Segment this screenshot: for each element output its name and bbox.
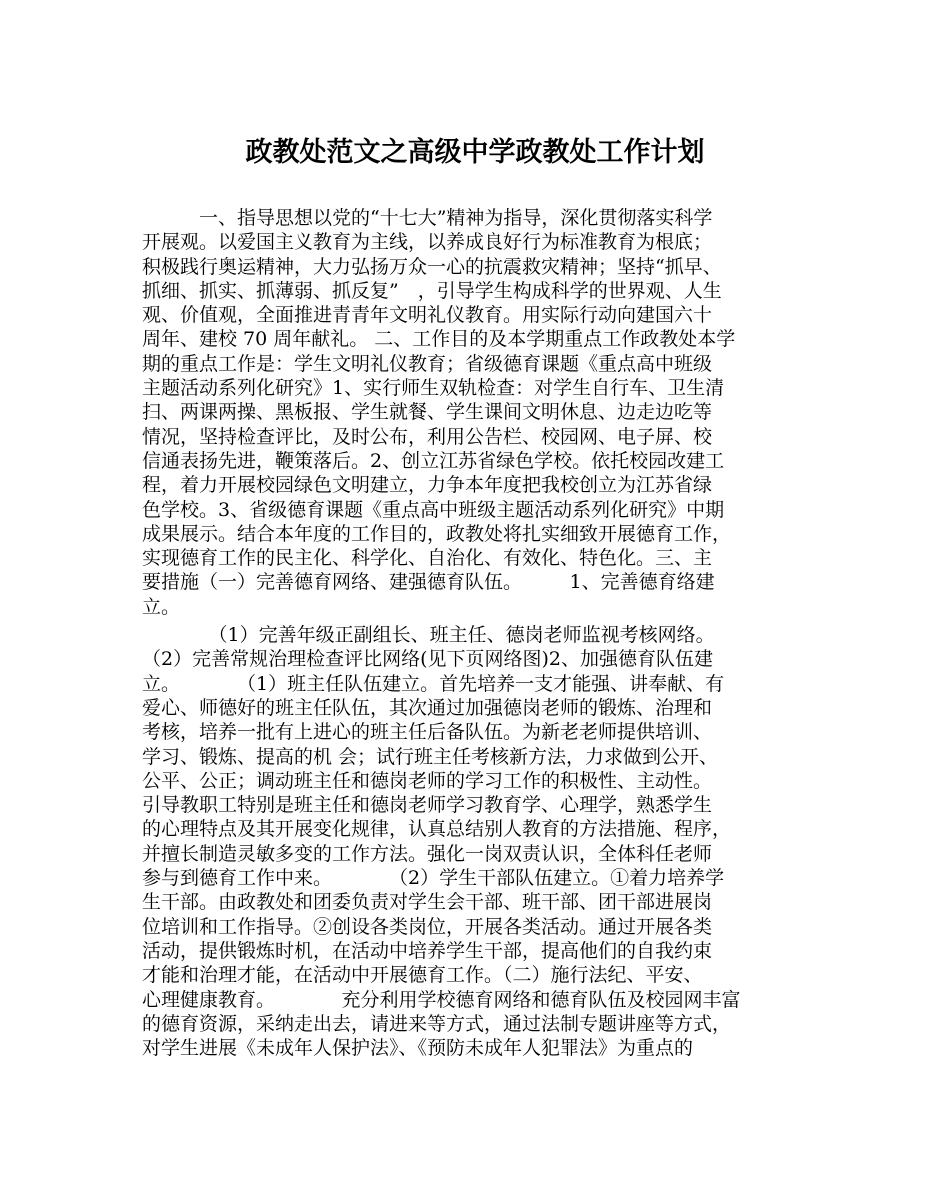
body-line: 活动，提供锻炼时机，在活动中培养学生干部，提高他们的自我约束 [142, 939, 713, 962]
body-line: 立。 [142, 595, 181, 618]
body-line: 程，着力开展校园绿色文明建立，力争本年度把我校创立为江苏省绿 [142, 474, 713, 497]
body-line: 并擅长制造灵敏多变的工作方法。强化一岗双责认识，全体科任老师 [142, 842, 713, 865]
body-line: 的德育资源，采纳走出去，请进来等方式，通过法制专题讲座等方式， [142, 1012, 732, 1035]
body-line: 实现德育工作的民主化、科学化、自治化、有效化、特色化。三、主 [142, 547, 713, 570]
body-line: 情况，坚持检查评比，及时公布，利用公告栏、校园网、电子屏、校 [142, 425, 713, 448]
body-line: 心理健康教育。 充分利用学校德育网络和德育队伍及校园网丰富 [142, 988, 741, 1011]
body-line: 一、指导思想以党的“十七大”精神为指导，深化贯彻落实科学 [142, 207, 713, 229]
body-line: 观、价值观，全面推进青青年文明礼仪教育。用实际行动向建国六十 [142, 304, 713, 327]
body-line: 的心理特点及其开展变化规律，认真总结别人教育的方法措施、程序， [142, 818, 732, 841]
body-line: （1）完善年级正副组长、班主任、德岗老师监视考核网络。 [142, 624, 715, 647]
body-line: 位培训和工作指导。②创设各类岗位，开展各类活动。通过开展各类 [142, 915, 713, 938]
document-body [142, 206, 822, 1060]
body-line: 立。 （1）班主任队伍建立。首先培养一支才能强、讲奉献、有 [142, 672, 725, 695]
body-line: 要措施（一）完善德育网络、建强德育队伍。 1、完善德育络建 [142, 571, 715, 594]
body-line: 周年、建校 70 周年献礼。 二、工作目的及本学期重点工作政教处本学 [142, 328, 736, 351]
body-line: 对学生进展《未成年人保护法》、《预防未成年人犯罪法》为重点的 [142, 1037, 694, 1060]
body-line: 引导教职工特别是班主任和德岗老师学习教育学、心理学，熟悉学生 [142, 794, 713, 817]
body-line: 积极践行奥运精神，大力弘扬万众一心的抗震救灾精神；坚持“抓早、 [142, 255, 722, 278]
body-line: 主题活动系列化研究》1、实行师生双轨检查：对学生自行车、卫生清 [142, 377, 725, 400]
body-line: 信通表扬先进，鞭策落后。2、创立江苏省绿色学校。依托校园改建工 [142, 449, 725, 472]
document-title: 政教处范文之高级中学政教处工作计划 [245, 137, 705, 168]
body-line: 开展观。以爱国主义教育为主线，以养成良好行为标准教育为根底； [142, 231, 713, 254]
body-line: （2）完善常规治理检查评比网络(见下页网络图)2、加强德育队伍建 [142, 648, 714, 671]
body-line: 学习、锻炼、提高的机 会；试行班主任考核新方法，力求做到公开、 [142, 745, 719, 768]
body-line: 扫、两课两操、黑板报、学生就餐、学生课间文明休息、边走边吃等 [142, 401, 713, 424]
body-line: 才能和治理才能，在活动中开展德育工作。（二）施行法纪、平安、 [142, 964, 703, 987]
body-line: 期的重点工作是：学生文明礼仪教育；省级德育课题《重点高中班级 [142, 352, 713, 375]
body-line: 色学校。3、省级德育课题《重点高中班级主题活动系列化研究》中期 [142, 498, 725, 521]
body-line: 爱心、师德好的班主任队伍，其次通过加强德岗老师的锻炼、治理和 [142, 696, 713, 719]
body-line: 参与到德育工作中来。 （2）学生干部队伍建立。①着力培养学 [142, 867, 725, 890]
body-line: 考核，培养一批有上进心的班主任后备队伍。为新老老师提供培训、 [142, 721, 713, 744]
body-line: 公平、公正；调动班主任和德岗老师的学习工作的积极性、主动性。 [142, 769, 713, 792]
body-line: 抓细、抓实、抓薄弱、抓反复” ，引导学生构成科学的世界观、人生 [142, 279, 722, 302]
body-line: 生干部。由政教处和团委负责对学生会干部、班干部、团干部进展岗 [142, 891, 713, 914]
body-line: 成果展示。结合本年度的工作目的，政教处将扎实细致开展德育工作， [142, 522, 732, 545]
